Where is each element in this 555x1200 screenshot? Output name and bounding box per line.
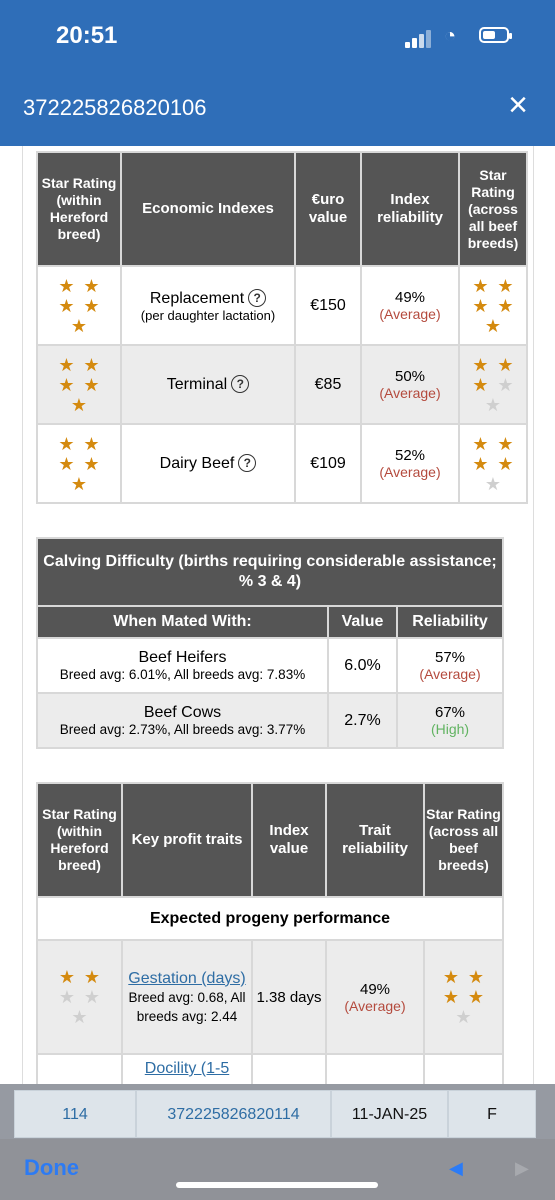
help-icon[interactable]: ?: [238, 454, 256, 472]
calving-title-row: [37, 538, 503, 606]
economic-header-row: [37, 152, 527, 266]
page-title: 372225826820106: [23, 95, 207, 120]
footer-cell-date: 11-JAN-25: [331, 1090, 448, 1138]
index-name: Dairy Beef: [159, 455, 235, 472]
index-name-cell: [121, 424, 295, 503]
left-border: [22, 146, 23, 1084]
trait-reliability-header: Trait reliability: [326, 783, 424, 897]
help-icon[interactable]: ?: [231, 375, 249, 393]
index-reliability-header: Index reliability: [361, 152, 459, 266]
reliability-percent: 67%: [435, 704, 466, 721]
stars-within-cell: [37, 266, 121, 345]
index-name-cell: [121, 345, 295, 424]
euro-value: €85: [295, 345, 361, 424]
table-row: [37, 424, 527, 503]
index-name: Terminal: [166, 376, 228, 393]
star-rating-within-header: Star Rating (within Hereford breed): [37, 152, 121, 266]
stars-within-cell: [37, 424, 121, 503]
stars-within-cell: [37, 345, 121, 424]
star-rating-across-header: Star Rating (across all beef breeds): [424, 783, 503, 897]
stars-across-cell: [424, 1054, 503, 1084]
stars-across-cell: [459, 266, 527, 345]
calving-title: Calving Difficulty (births requiring considerable assistance; % 3 & 4): [37, 538, 503, 606]
index-value-header: Index value: [252, 783, 326, 897]
footer-cell-sex: F: [448, 1090, 536, 1138]
star-rating: ★ ★ ★ ★ ★: [58, 275, 100, 336]
help-icon[interactable]: ?: [248, 289, 266, 307]
trait-reliability-cell: [326, 1054, 424, 1084]
reliability-percent: 49%: [394, 289, 426, 306]
footer-cell-number[interactable]: 114: [14, 1090, 136, 1138]
mated-cell: [37, 638, 328, 693]
star-rating-across-header: Star Rating (across all beef breeds): [459, 152, 527, 266]
star-rating: ★ ★ ★ ★ ★: [58, 967, 101, 1027]
modal-header: [0, 68, 555, 146]
safari-toolbar: [0, 1139, 555, 1200]
time: 20:51: [56, 22, 118, 49]
table-row: [37, 266, 527, 345]
euro-value: €150: [295, 266, 361, 345]
previous-arrow-icon[interactable]: ◀: [449, 1158, 463, 1178]
scroll-content[interactable]: [0, 146, 555, 1084]
reliability-level: (Average): [344, 997, 406, 1014]
star-rating-within-header: Star Rating (within Hereford breed): [37, 783, 122, 897]
trait-cell: [122, 940, 252, 1054]
reliability-cell: [361, 345, 459, 424]
stars-across-cell: [459, 424, 527, 503]
breed-average: Breed avg: 2.73%, All breeds avg: 3.77%: [59, 722, 306, 737]
status-bar: [0, 0, 555, 68]
calving-header-row: [37, 606, 503, 638]
star-rating: ★ ★ ★ ★ ★: [472, 275, 514, 336]
footer-cell-tag[interactable]: 372225826820114: [136, 1090, 331, 1138]
table-row: [37, 940, 503, 1054]
index-name: Replacement: [149, 289, 245, 307]
mated-name: Beef Cows: [143, 704, 222, 721]
trait-link[interactable]: Docility (1-5: [144, 1060, 230, 1077]
close-icon[interactable]: ×: [508, 86, 528, 124]
calving-difficulty-table: [36, 537, 504, 749]
reliability-level: (Average): [379, 306, 441, 322]
stars-across-cell: [424, 940, 503, 1054]
stars-within-cell: [37, 940, 122, 1054]
section-row: [37, 897, 503, 940]
profit-header-row: [37, 783, 503, 897]
reliability-level: (Average): [379, 385, 441, 401]
economic-indexes-table: [36, 151, 528, 504]
home-indicator[interactable]: [176, 1182, 378, 1188]
mated-name: Beef Heifers: [138, 649, 227, 666]
reliability-level: (High): [430, 721, 470, 737]
done-button[interactable]: Done: [24, 1155, 79, 1180]
star-rating: ★ ★ ★ ★ ★: [472, 354, 514, 415]
reliability-level: (Average): [419, 666, 481, 682]
star-rating: ★ ★ ★ ★ ★: [472, 433, 514, 494]
index-value: 1.38 days: [252, 940, 326, 1054]
when-mated-header: When Mated With:: [37, 606, 328, 638]
economic-indexes-header: Economic Indexes: [121, 152, 295, 266]
trait-average: Breed avg: 0.68, All breeds avg: 2.44: [128, 989, 246, 1024]
star-rating: ★ ★ ★ ★ ★: [58, 433, 100, 494]
reliability-header: Reliability: [397, 606, 503, 638]
right-border: [533, 146, 534, 1084]
reliability-percent: 57%: [435, 649, 466, 666]
trait-cell: [122, 1054, 252, 1084]
table-row: [37, 693, 503, 748]
star-rating: ★ ★ ★ ★ ★: [58, 354, 100, 415]
breed-average: Breed avg: 6.01%, All breeds avg: 7.83%: [59, 667, 306, 682]
calving-value: 6.0%: [328, 638, 397, 693]
trait-reliability-cell: [326, 940, 424, 1054]
reliability-level: (Average): [379, 464, 441, 480]
wifi-icon: ◔: [444, 25, 457, 47]
table-row: [37, 345, 527, 424]
mated-cell: [37, 693, 328, 748]
trait-link[interactable]: Gestation (days): [128, 969, 246, 987]
euro-value-header: €uro value: [295, 152, 361, 266]
stars-within-cell: [37, 1054, 122, 1084]
profit-traits-table: [36, 782, 504, 1084]
table-row: [37, 1054, 503, 1084]
reliability-percent: 49%: [359, 980, 391, 998]
calving-value: 2.7%: [328, 693, 397, 748]
index-subtitle: (per daughter lactation): [140, 307, 276, 323]
reliability-percent: 50%: [394, 368, 426, 385]
cellular-signal-icon: [405, 30, 433, 48]
battery-icon: [479, 27, 509, 43]
reliability-percent: 52%: [394, 447, 426, 464]
next-arrow-icon[interactable]: ▶: [515, 1158, 529, 1178]
index-value: [252, 1054, 326, 1084]
stars-across-cell: [459, 345, 527, 424]
value-header: Value: [328, 606, 397, 638]
section-title: Expected progeny performance: [37, 897, 503, 940]
calving-reliability-cell: [397, 693, 503, 748]
star-rating: ★ ★ ★ ★ ★: [442, 967, 485, 1027]
key-profit-traits-header: Key profit traits: [122, 783, 252, 897]
table-row: [37, 638, 503, 693]
calving-reliability-cell: [397, 638, 503, 693]
reliability-cell: [361, 266, 459, 345]
euro-value: €109: [295, 424, 361, 503]
index-name-cell: [121, 266, 295, 345]
reliability-cell: [361, 424, 459, 503]
